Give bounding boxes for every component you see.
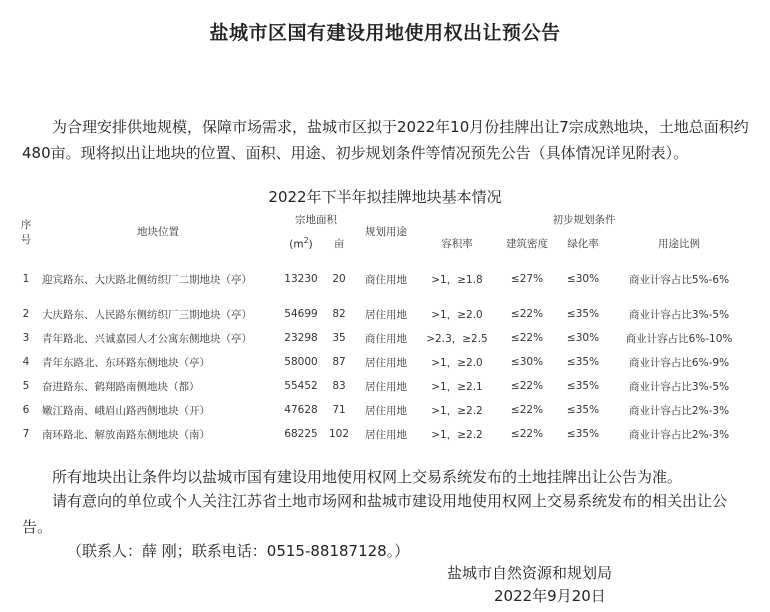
issuing-organization: 盐城市自然资源和规划局 [447, 564, 613, 582]
cell-area-m2: 55452 [284, 380, 318, 392]
header-area-m2-sup: 2 [303, 236, 309, 246]
table-row [14, 398, 750, 422]
cell-green: ≤35% [566, 356, 600, 368]
cell-area-m2: 47628 [284, 404, 318, 416]
cell-far: >1，≥1.8 [431, 273, 483, 286]
cell-index: 1 [22, 273, 30, 285]
cell-location: 青年东路北、东环路东侧地块（亭） [42, 356, 210, 369]
table-row [14, 350, 750, 374]
header-location: 地块位置 [137, 226, 179, 238]
cell-area-m2: 13230 [284, 273, 318, 285]
cell-location: 迎宾路东、大庆路北侧纺织厂二期地块（亭） [42, 273, 252, 286]
header-green: 绿化率 [567, 238, 599, 250]
cell-index: 4 [22, 356, 30, 368]
cell-usage: 商住用地 [365, 273, 407, 286]
table-title: 2022年下半年拟挂牌地块基本情况 [268, 188, 502, 206]
cell-area-mu: 102 [328, 428, 350, 440]
cell-density: ≤27% [510, 273, 544, 285]
header-area-mu: 亩 [333, 238, 345, 250]
cell-density: ≤22% [510, 332, 544, 344]
header-usage: 规划用途 [365, 226, 407, 238]
table-row [14, 374, 750, 398]
note-attention: 请有意向的单位或个人关注江苏省土地市场网和盐城市建设用地使用权网上交易系统发布的相关出让公告。 [22, 492, 728, 536]
header-index: 序号 [20, 218, 32, 246]
header-area-group: 宗地面积 [295, 213, 337, 226]
cell-area-m2: 68225 [284, 428, 318, 440]
cell-area-mu: 82 [332, 308, 346, 320]
cell-location: 奋进路东、鹤翔路南侧地块（都） [42, 380, 200, 393]
header-area-m2 [278, 231, 324, 256]
cell-far: >1，≥2.1 [431, 380, 483, 393]
cell-density: ≤30% [510, 356, 544, 368]
cell-ratio: 商业计容占比2%-3% [628, 428, 730, 441]
cell-location: 嫩江路南、峨眉山路西侧地块（开） [42, 404, 210, 417]
cell-location: 青年路北、兴诚嘉园人才公寓东侧地块（亭） [42, 332, 252, 345]
issue-date: 2022年9月20日 [494, 587, 606, 605]
cell-area-m2: 23298 [284, 332, 318, 344]
cell-green: ≤35% [566, 308, 600, 320]
cell-ratio: 商业计容占比2%-3% [628, 404, 730, 417]
cell-area-mu: 20 [332, 273, 346, 285]
cell-usage: 居住用地 [365, 404, 407, 417]
cell-index: 7 [22, 428, 30, 440]
cell-ratio: 商业计容占比5%-6% [628, 273, 730, 286]
cell-density: ≤22% [510, 308, 544, 320]
cell-usage: 居住用地 [365, 356, 407, 369]
cell-area-mu: 87 [332, 356, 346, 368]
intro-paragraph: 为合理安排供地规模，保障市场需求，盐城市区拟于2022年10月份挂牌出让7宗成熟地块，土地总面积约480亩。现将拟出让地块的位置、面积、用途、初步规划条件等情况预先公告（具体情况详见附表）。 [22, 118, 749, 162]
header-ratio: 用途比例 [658, 238, 700, 250]
cell-density: ≤22% [510, 428, 544, 440]
cell-green: ≤35% [566, 428, 600, 440]
note-conditions: 所有地块出让条件均以盐城市国有建设用地使用权网上交易系统发布的土地挂牌出让公告为准。 [52, 468, 683, 486]
cell-ratio: 商业计容占比3%-5% [628, 308, 730, 321]
cell-green: ≤35% [566, 380, 600, 392]
cell-area-m2: 58000 [284, 356, 318, 368]
cell-index: 5 [22, 380, 30, 392]
cell-far: >1，≥2.2 [431, 428, 483, 441]
cell-location: 大庆路东、人民路东侧纺织厂三期地块（亭） [42, 308, 252, 321]
cell-usage: 居住用地 [365, 428, 407, 441]
cell-ratio: 商业计容占比6%-9% [628, 356, 730, 369]
cell-green: ≤30% [566, 273, 600, 285]
cell-density: ≤22% [510, 380, 544, 392]
header-planning-group: 初步规划条件 [552, 213, 616, 226]
cell-ratio: 商业计容占比3%-5% [628, 380, 730, 393]
header-area-m2-unit: (m [289, 238, 304, 251]
cell-green: ≤30% [566, 332, 600, 344]
cell-ratio: 商业计容占比6%-10% [625, 332, 733, 345]
cell-far: >1，≥2.2 [431, 404, 483, 417]
cell-usage: 居住用地 [365, 308, 407, 321]
table-row [14, 422, 750, 446]
cell-area-m2: 54699 [284, 308, 318, 320]
cell-location: 南环路北、解放南路东侧地块（南） [42, 428, 210, 441]
cell-index: 2 [22, 308, 30, 320]
cell-density: ≤22% [510, 404, 544, 416]
cell-green: ≤35% [566, 404, 600, 416]
cell-index: 6 [22, 404, 30, 416]
contact-info: （联系人：薛 刚；联系电话：0515-88187128。） [67, 542, 410, 560]
table-row [14, 256, 750, 302]
cell-area-mu: 71 [332, 404, 346, 416]
page-title: 盐城市区国有建设用地使用权出让预公告 [209, 22, 561, 44]
cell-index: 3 [22, 332, 30, 344]
cell-far: >1，≥2.0 [431, 356, 483, 369]
cell-usage: 居住用地 [365, 380, 407, 393]
table-row [14, 326, 750, 350]
land-parcel-table [14, 207, 750, 446]
cell-area-mu: 83 [332, 380, 346, 392]
cell-far: >2.3，≥2.5 [426, 332, 488, 345]
cell-far: >1，≥2.0 [431, 308, 483, 321]
header-density: 建筑密度 [506, 238, 548, 250]
cell-usage: 商住用地 [365, 332, 407, 345]
cell-area-mu: 35 [332, 332, 346, 344]
header-far: 容积率 [441, 238, 473, 250]
table-row [14, 302, 750, 326]
header-area-m2-close: ) [308, 238, 313, 251]
